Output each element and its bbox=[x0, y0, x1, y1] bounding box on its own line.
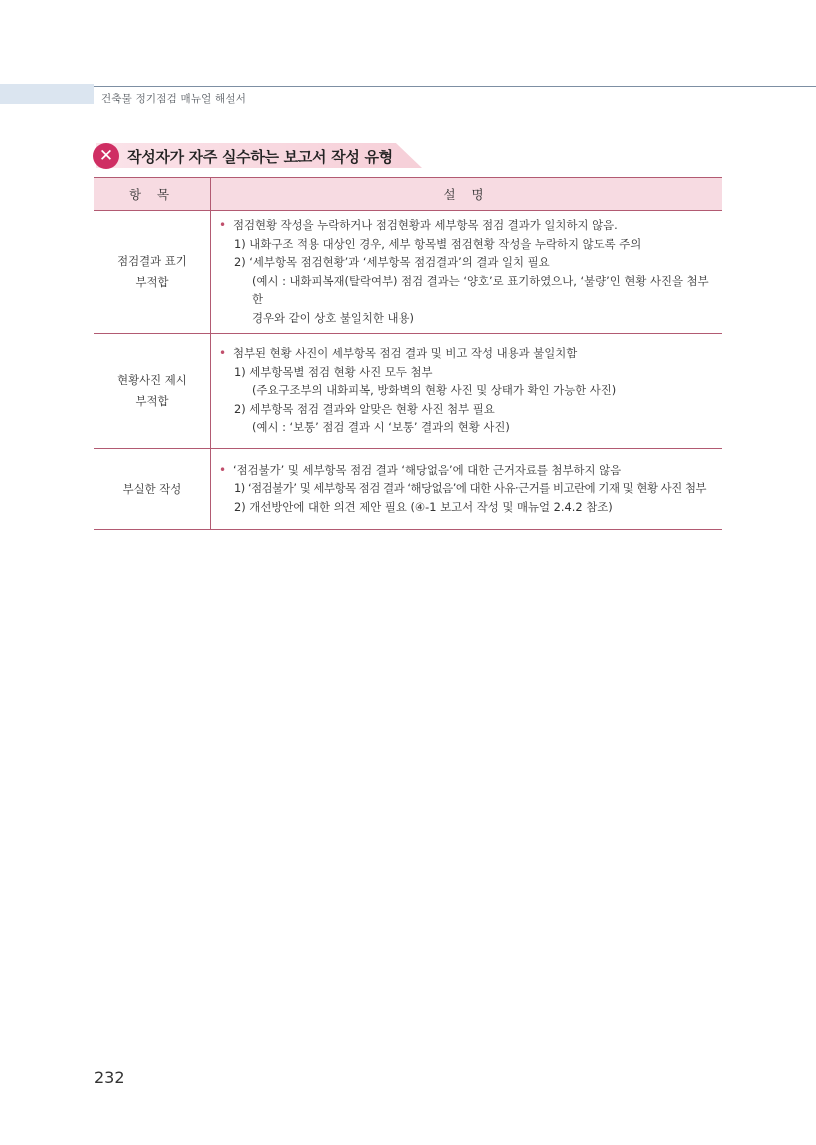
bullet-text: 첨부된 현황 사진이 세부항목 점검 결과 및 비고 작성 내용과 불일치함 bbox=[233, 346, 578, 361]
example-line: (예시 : 내화피복재(탈락여부) 점검 결과는 ‘양호’로 표기하였으나, ‘불량’인 현황 사진을 첨부한 bbox=[252, 273, 709, 306]
item-label-line: 부적합 bbox=[135, 394, 169, 408]
mistakes-table bbox=[94, 177, 722, 530]
bullet-dot-icon: • bbox=[219, 346, 227, 361]
bullet-dot-icon: • bbox=[219, 218, 227, 232]
item-cell bbox=[94, 449, 211, 530]
description-cell bbox=[211, 211, 723, 334]
table-header-row bbox=[94, 178, 722, 211]
bullet-line bbox=[219, 344, 714, 363]
page-number: 232 bbox=[94, 1068, 125, 1087]
description-cell bbox=[211, 334, 723, 449]
bullet-line bbox=[219, 216, 714, 235]
header-rule bbox=[94, 86, 816, 87]
item-label-line: 부실한 작성 bbox=[122, 481, 182, 496]
item-label-line: 점검결과 표기 bbox=[117, 254, 187, 268]
numbered-line: 1) 내화구조 적용 대상인 경우, 세부 항목별 점검현황 작성을 누락하지 않도록 주의 bbox=[234, 236, 642, 251]
column-header-description: 설 명 bbox=[211, 178, 723, 211]
numbered-line: 1) 세부항목별 점검 현황 사진 모두 첨부 bbox=[234, 364, 433, 379]
numbered-line: 2) ‘세부항목 점검현황’과 ‘세부항목 점검결과’의 결과 일치 필요 bbox=[234, 255, 550, 269]
item-label-line: 부적합 bbox=[135, 275, 169, 289]
running-title: 건축물 정기점검 매뉴얼 해설서 bbox=[101, 93, 247, 105]
bullet-text: 점검현황 작성을 누락하거나 점검현황과 세부항목 점검 결과가 일치하지 않음. bbox=[233, 218, 618, 232]
bullet-dot-icon: • bbox=[219, 462, 227, 477]
example-line: 경우와 같이 상호 불일치한 내용) bbox=[252, 310, 414, 325]
table-row bbox=[94, 211, 722, 334]
header-accent-tab bbox=[0, 84, 94, 104]
bullet-text: ‘점검불가’ 및 세부항목 점검 결과 ‘해당없음’에 대한 근거자료를 첨부하지 않음 bbox=[233, 462, 622, 477]
numbered-line: 1) ‘점검불가’ 및 세부항목 점검 결과 ‘해당없음’에 대한 사유·근거를 비고란에 기재 및 현황 사진 첨부 bbox=[234, 481, 707, 496]
example-line: (주요구조부의 내화피복, 방화벽의 현황 사진 및 상태가 확인 가능한 사진) bbox=[252, 383, 617, 398]
x-circle-icon: ✕ bbox=[93, 143, 119, 169]
item-label-line: 현황사진 제시 bbox=[117, 373, 187, 387]
numbered-line: 2) 세부항목 점검 결과와 알맞은 현황 사진 첨부 필요 bbox=[234, 401, 495, 416]
example-line: (예시 : ‘보통’ 점검 결과 시 ‘보통’ 결과의 현황 사진) bbox=[252, 420, 510, 435]
item-cell bbox=[94, 334, 211, 449]
bullet-line bbox=[219, 461, 714, 480]
table-row bbox=[94, 449, 722, 530]
description-cell bbox=[211, 449, 723, 530]
table-row bbox=[94, 334, 722, 449]
numbered-line: 2) 개선방안에 대한 의견 제안 필요 (④-1 보고서 작성 및 매뉴얼 2.4.2 참조) bbox=[234, 499, 613, 514]
column-header-item: 항 목 bbox=[94, 178, 211, 211]
section-title: 작성자가 자주 실수하는 보고서 작성 유형 bbox=[127, 148, 393, 166]
item-cell bbox=[94, 211, 211, 334]
